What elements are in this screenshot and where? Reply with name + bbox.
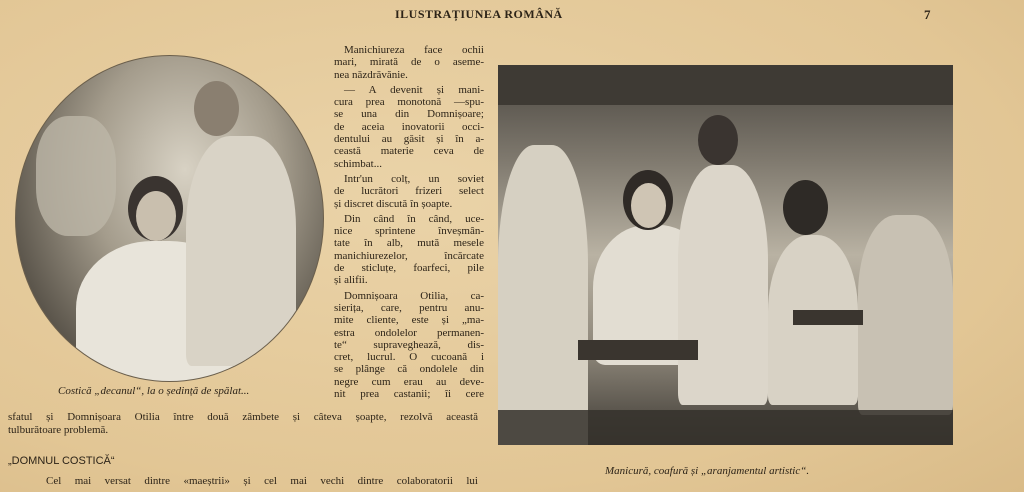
text-line: se plânge că ondolele din — [334, 363, 484, 376]
photo-hair-washing — [15, 55, 324, 382]
text-line: Intr'un colț, un soviet — [344, 172, 484, 185]
text-line: și discret discută în șoapte. — [334, 197, 453, 210]
page-number: 7 — [924, 7, 931, 22]
text-line: se una din Domnișoare; — [334, 108, 484, 121]
text-line: manichiurezelor, încărcate — [334, 249, 484, 262]
text-line: — A devenit și mani- — [344, 83, 484, 96]
section-heading: „DOMNUL COSTICĂ“ — [8, 455, 115, 467]
text-line: negre cum erau au deve- — [334, 375, 484, 388]
text-line: nice sprintene înveșmân- — [334, 225, 484, 238]
text-line: sierița, care, pentru anu- — [334, 301, 484, 314]
text-line: schimbat... — [334, 157, 382, 170]
text-line: nit prea castanii; îi cere — [334, 388, 484, 401]
text-line: ceastă materie ceva de — [334, 145, 484, 158]
photo-manicure-salon — [498, 65, 953, 445]
text-line: de aceia inovatorii occi- — [334, 120, 484, 133]
right-photo-caption: Manicură, coafură și „aranjamentul artistic“. — [605, 465, 810, 477]
paragraph — [334, 173, 484, 210]
text-line: cura prea monotonă —spu- — [334, 96, 484, 109]
text-line: Cel mai versat dintre «maeștrii» și cel mai vechi dintre colaboratorii lui — [46, 475, 478, 487]
section-paragraph — [8, 475, 478, 488]
text-line: și alifii. — [334, 274, 368, 287]
text-line: Manichiureza face ochii — [344, 44, 484, 56]
paragraph — [334, 290, 484, 401]
paragraph — [334, 84, 484, 170]
text-column — [334, 44, 484, 400]
wide-paragraph — [8, 411, 478, 437]
text-line: nea năzdrăvănie. — [334, 68, 408, 81]
text-line: sfatul și Domnișoara Otilia între două zâmbete și câteva șoapte, rezolvă această — [8, 411, 478, 423]
magazine-title: ILUSTRAȚIUNEA ROMÂNĂ — [395, 7, 563, 21]
text-line: tate în alb, mută mesele — [334, 237, 484, 250]
text-line: dentului au găsit și în a- — [334, 133, 484, 146]
text-line: mite cliente, este și „ma- — [334, 314, 484, 327]
text-line: tulburătoare problemă. — [8, 424, 109, 436]
text-line: de lucrători frizeri select — [334, 185, 484, 198]
text-line: de sticluțe, foarfeci, pile — [334, 262, 484, 275]
text-line: Domnișoara Otilia, ca- — [344, 289, 484, 302]
text-line: te“ supraveghează, dis- — [334, 338, 484, 351]
text-line: Din când în când, uce- — [344, 212, 484, 225]
paragraph — [334, 44, 484, 81]
text-line: mari, mirată de o aseme- — [334, 56, 484, 69]
text-line: cret, lucrul. O cucoană i — [334, 351, 484, 364]
left-photo-caption: Costică „decanul“, la o ședință de spălat... — [58, 385, 250, 397]
paragraph — [334, 213, 484, 287]
text-line: estra ondolelor permanen- — [334, 326, 484, 339]
